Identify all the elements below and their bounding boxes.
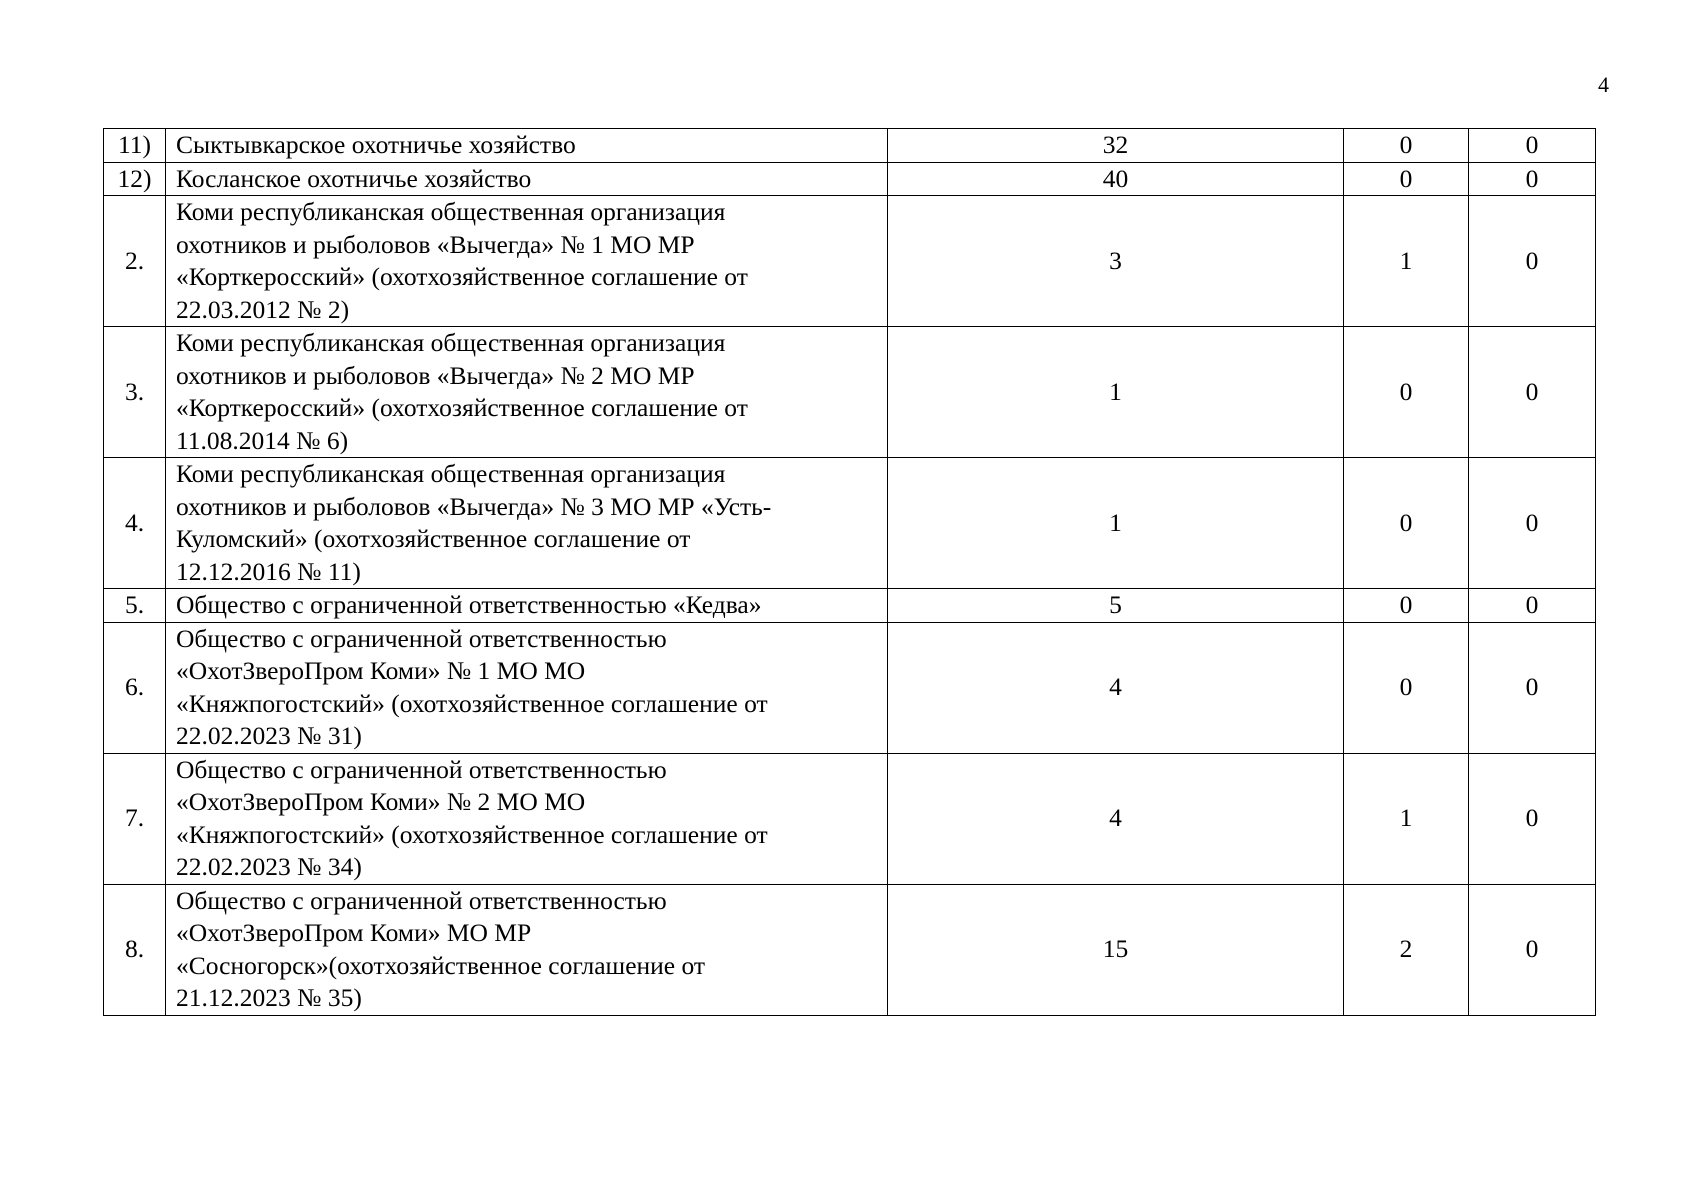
- value-cell-1: 32: [888, 129, 1344, 163]
- organization-name-line: Общество с ограниченной ответственностью: [176, 623, 667, 653]
- row-number-cell: 8.: [104, 884, 166, 1015]
- table-row: [104, 589, 1596, 623]
- value-cell-1: 1: [888, 327, 1344, 458]
- organization-name-line: 21.12.2023 № 35): [176, 983, 362, 1012]
- organization-name-line: «Сосногорск»(охотхозяйственное соглашение от: [176, 950, 706, 980]
- organization-name-line: «ОхотЗвероПром Коми» № 1 МО МО: [176, 656, 586, 685]
- organization-name-line: охотников и рыболовов «Вычегда» № 1 МО МР: [176, 229, 695, 259]
- organization-name-cell: [166, 884, 888, 1015]
- organization-name-line: охотников и рыболовов «Вычегда» № 3 МО МР «Усть-: [176, 491, 772, 521]
- table-row: [104, 458, 1596, 589]
- organization-name-cell: [166, 196, 888, 327]
- row-number-cell: 2.: [104, 196, 166, 327]
- value-cell-1: 4: [888, 622, 1344, 753]
- value-cell-2: 0: [1344, 589, 1469, 623]
- table-row: [104, 884, 1596, 1015]
- organization-name-line: «Корткеросский» (охотхозяйственное соглашение от: [176, 262, 748, 291]
- table-row: [104, 753, 1596, 884]
- organization-name-line: 22.02.2023 № 31): [176, 721, 362, 750]
- organization-name-cell: [166, 129, 888, 163]
- organization-name-line: Общество с ограниченной ответственностью «Кедва»: [176, 590, 762, 619]
- value-cell-2: 0: [1344, 162, 1469, 196]
- organization-name-cell: [166, 327, 888, 458]
- organization-name-line: Коми республиканская общественная организация: [176, 197, 726, 226]
- value-cell-3: 0: [1469, 162, 1596, 196]
- hunting-grounds-table: [103, 128, 1596, 1016]
- table-row: [104, 162, 1596, 196]
- value-cell-3: 0: [1469, 196, 1596, 327]
- organization-name-line: 22.02.2023 № 34): [176, 852, 362, 881]
- page-number: 4: [1598, 72, 1609, 97]
- value-cell-2: 1: [1344, 196, 1469, 327]
- organization-name-cell: [166, 753, 888, 884]
- row-number-cell: 11): [104, 129, 166, 163]
- organization-name-line: 12.12.2016 № 11): [176, 556, 361, 586]
- row-number-cell: 3.: [104, 327, 166, 458]
- organization-name-cell: [166, 162, 888, 196]
- organization-name-line: Куломский» (охотхозяйственное соглашение от: [176, 524, 691, 553]
- table-row: [104, 327, 1596, 458]
- organization-name-line: Общество с ограниченной ответственностью: [176, 885, 667, 915]
- value-cell-1: 40: [888, 162, 1344, 196]
- row-number-cell: 12): [104, 162, 166, 196]
- row-number-cell: 5.: [104, 589, 166, 623]
- organization-name-line: 11.08.2014 № 6): [176, 425, 349, 455]
- value-cell-3: 0: [1469, 753, 1596, 884]
- row-number-cell: 7.: [104, 753, 166, 884]
- value-cell-1: 1: [888, 458, 1344, 589]
- value-cell-2: 0: [1344, 327, 1469, 458]
- value-cell-2: 0: [1344, 622, 1469, 753]
- organization-name-cell: [166, 458, 888, 589]
- value-cell-1: 15: [888, 884, 1344, 1015]
- table-row: [104, 129, 1596, 163]
- organization-name-line: Косланское охотничье хозяйство: [176, 163, 532, 193]
- organization-name-cell: [166, 622, 888, 753]
- organization-name-line: Общество с ограниченной ответственностью: [176, 754, 667, 784]
- value-cell-2: 0: [1344, 129, 1469, 163]
- value-cell-2: 2: [1344, 884, 1469, 1015]
- value-cell-3: 0: [1469, 884, 1596, 1015]
- value-cell-2: 0: [1344, 458, 1469, 589]
- value-cell-1: 3: [888, 196, 1344, 327]
- value-cell-2: 1: [1344, 753, 1469, 884]
- organization-name-line: Сыктывкарское охотничье хозяйство: [176, 130, 576, 159]
- organization-name-line: 22.03.2012 № 2): [176, 294, 350, 324]
- organization-name-line: «Княжпогостский» (охотхозяйственное соглашение от: [176, 688, 768, 718]
- organization-name-cell: [166, 589, 888, 623]
- organization-name-line: «ОхотЗвероПром Коми» МО МР: [176, 918, 532, 947]
- table-body: [104, 129, 1596, 1016]
- organization-name-line: Коми республиканская общественная организация: [176, 459, 726, 488]
- organization-name-line: «ОхотЗвероПром Коми» № 2 МО МО: [176, 787, 586, 816]
- value-cell-3: 0: [1469, 129, 1596, 163]
- value-cell-3: 0: [1469, 458, 1596, 589]
- value-cell-1: 5: [888, 589, 1344, 623]
- table-row: [104, 196, 1596, 327]
- value-cell-3: 0: [1469, 622, 1596, 753]
- table-row: [104, 622, 1596, 753]
- organization-name-line: «Корткеросский» (охотхозяйственное соглашение от: [176, 393, 748, 422]
- row-number-cell: 6.: [104, 622, 166, 753]
- organization-name-line: Коми республиканская общественная организация: [176, 328, 726, 357]
- value-cell-3: 0: [1469, 327, 1596, 458]
- value-cell-3: 0: [1469, 589, 1596, 623]
- organization-name-line: «Княжпогостский» (охотхозяйственное соглашение от: [176, 819, 768, 849]
- row-number-cell: 4.: [104, 458, 166, 589]
- value-cell-1: 4: [888, 753, 1344, 884]
- organization-name-line: охотников и рыболовов «Вычегда» № 2 МО МР: [176, 360, 695, 390]
